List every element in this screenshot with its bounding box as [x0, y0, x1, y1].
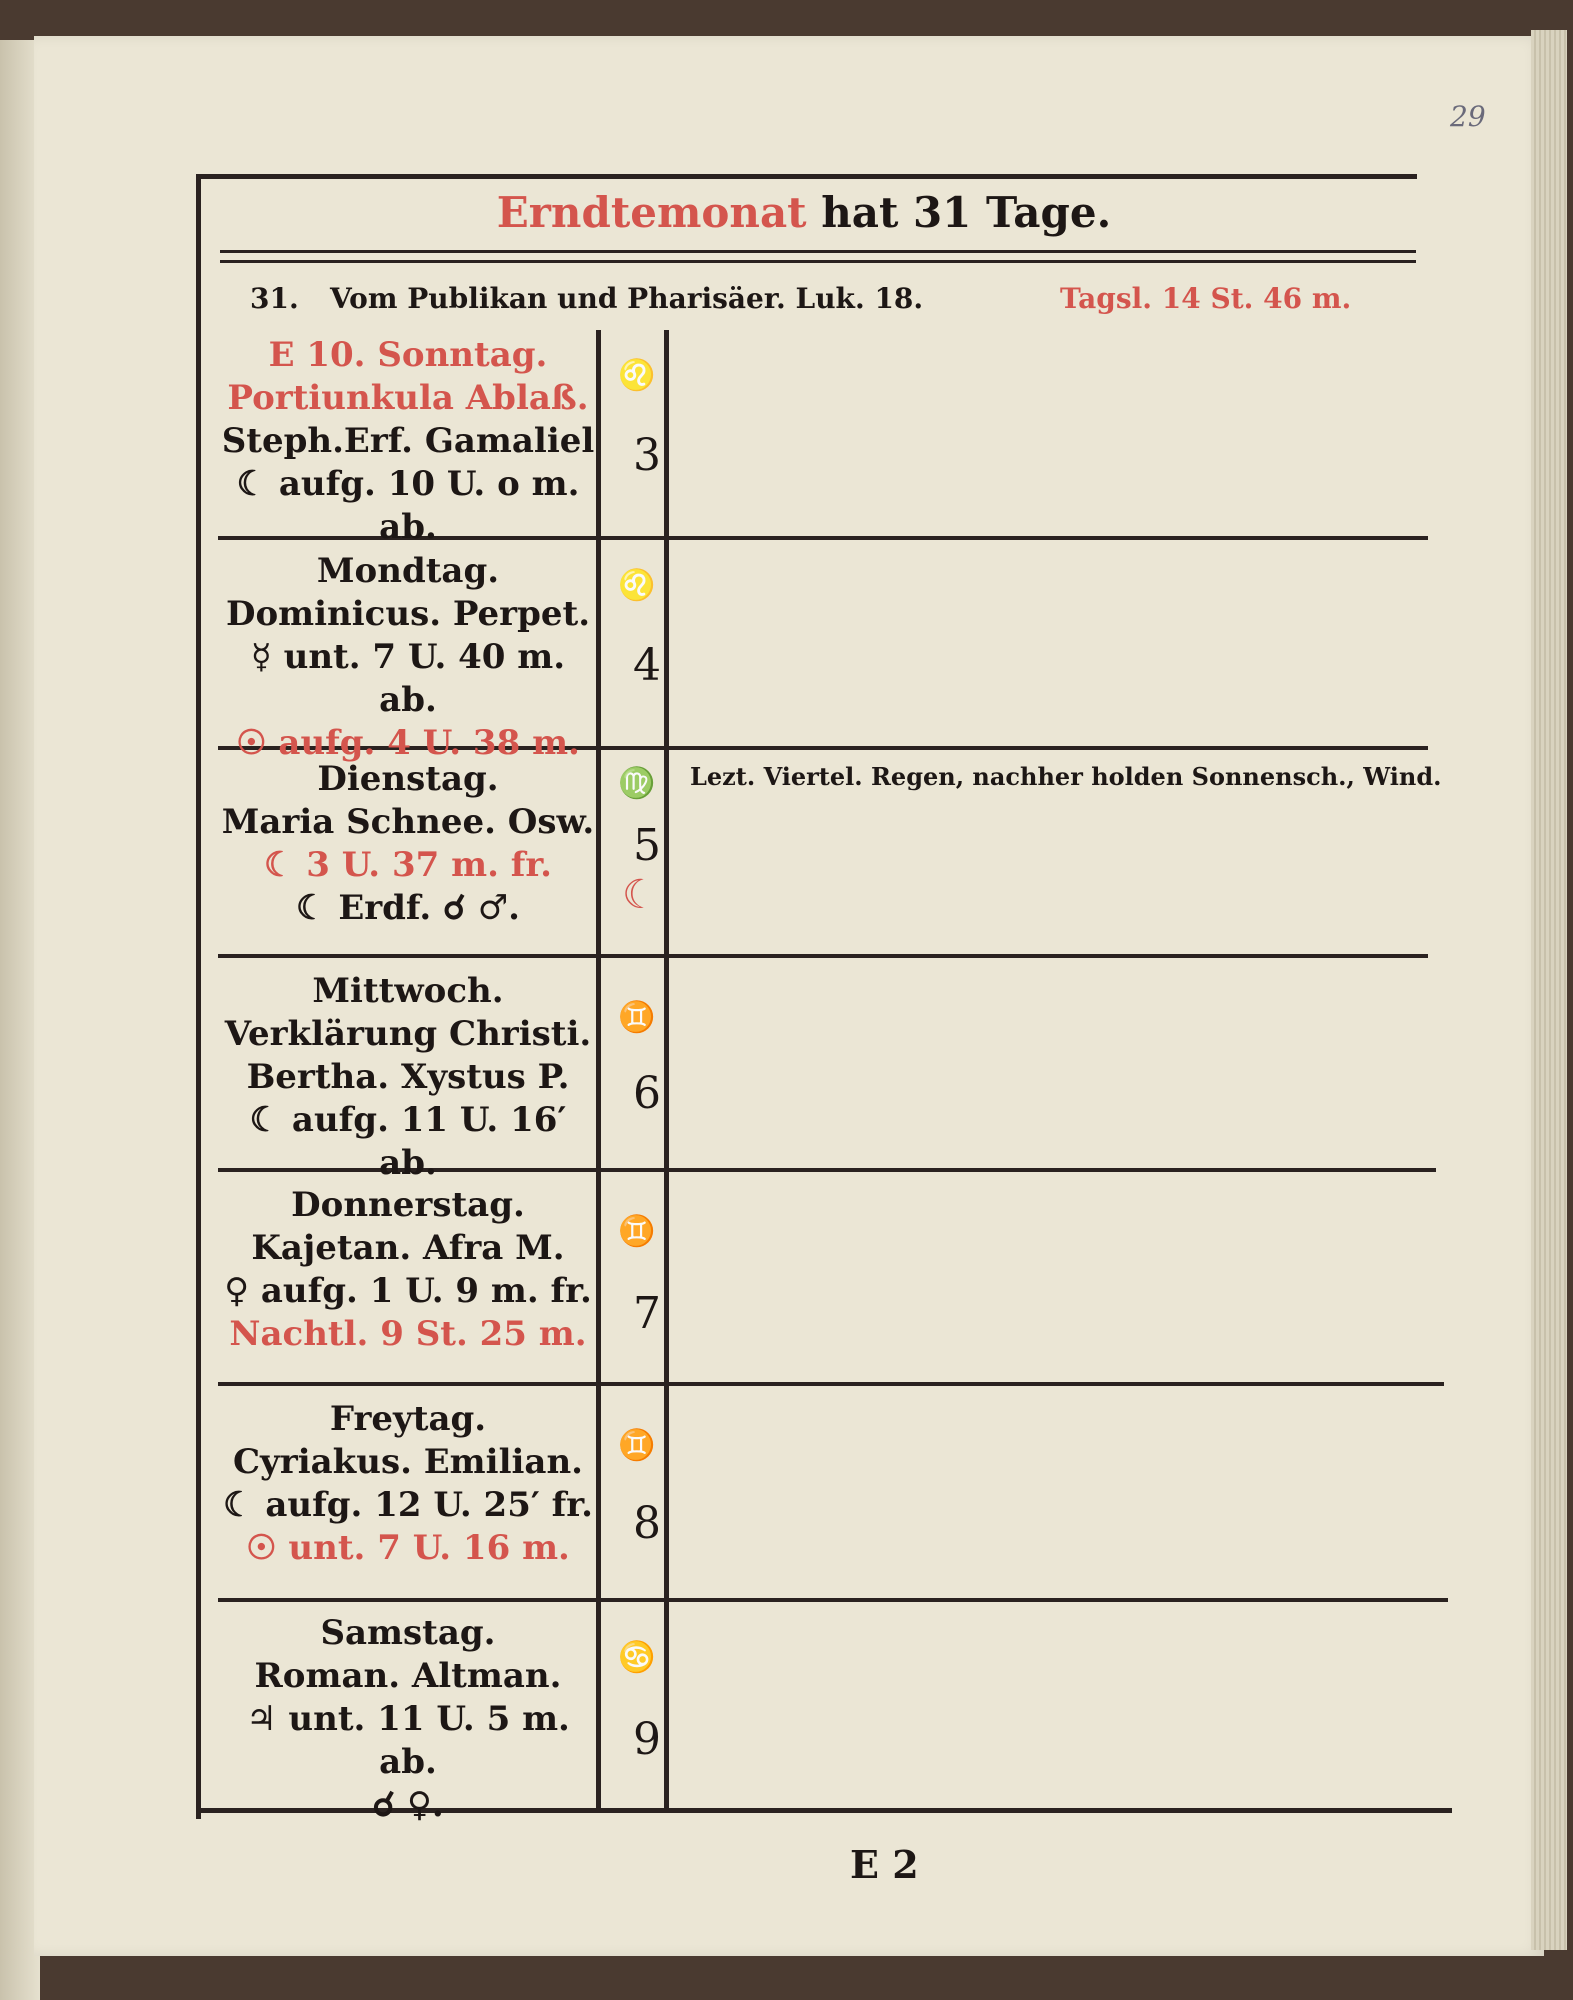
row-rule-3 [218, 954, 1428, 958]
row-rule-5 [218, 1382, 1444, 1386]
day-line: ☾ aufg. 12 U. 25′ fr. [223, 1485, 593, 1525]
day-line: ☾ 3 U. 37 m. fr. [263, 845, 553, 885]
day-line: ☾ aufg. 10 U. o m. ab. [236, 464, 580, 547]
handwritten-page-number: 29 [1450, 100, 1486, 133]
day-date: 4 [633, 640, 661, 691]
day-line: ♀ aufg. 1 U. 9 m. fr. [224, 1271, 592, 1311]
day-date: 7 [633, 1288, 661, 1339]
day-line: ☾ Erdf. ☌ ♂. [296, 888, 520, 928]
day-entry [218, 550, 598, 765]
day-line: Verklärung Christi. [224, 1014, 592, 1054]
day-line: Steph.Erf. Gamaliel [221, 421, 595, 461]
day-line: ☌ ♀. [372, 1785, 444, 1825]
day-line: Cyriakus. Emilian. [233, 1442, 583, 1482]
zodiac-icon: ♋ [618, 1640, 656, 1675]
day-line: Nachtl. 9 St. 25 m. [229, 1314, 587, 1354]
day-line: E 10. Sonntag. [268, 335, 548, 375]
zodiac-icon: ♊ [618, 1000, 656, 1035]
month-title [196, 188, 1412, 237]
zodiac-icon: ♊ [618, 1214, 656, 1249]
day-line: Portiunkula Ablaß. [227, 378, 589, 418]
day-date: 5 [633, 820, 661, 871]
day-line: Dominicus. Perpet. [225, 594, 591, 634]
day-line: Freytag. [329, 1399, 487, 1439]
day-entry [218, 758, 598, 930]
zodiac-icon: ♌ [618, 568, 656, 603]
top-rule [196, 174, 1416, 179]
month-name: Erndtemonat [496, 188, 807, 237]
day-length: Tagsl. 14 St. 46 m. [1060, 282, 1352, 315]
weather-note: Lezt. Viertel. Regen, nachher holden Sonnensch., Wind. [690, 762, 1442, 791]
page-stack-edge [1531, 30, 1567, 1950]
day-line: Mittwoch. [312, 971, 504, 1011]
day-line: ☉ unt. 7 U. 16 m. [246, 1528, 570, 1568]
day-date: 9 [633, 1714, 661, 1765]
day-line: Maria Schnee. Osw. [221, 802, 595, 842]
day-line: ♃ unt. 11 U. 5 m. ab. [246, 1699, 570, 1782]
day-line: Donnerstag. [291, 1185, 525, 1225]
day-entry [218, 970, 598, 1185]
month-title-rest: hat 31 Tage. [821, 188, 1112, 237]
zodiac-icon: ♍ [618, 766, 656, 801]
day-entry [218, 1612, 598, 1827]
day-line: Samstag. [320, 1613, 496, 1653]
day-date: 6 [633, 1068, 661, 1119]
day-line: Roman. Altman. [254, 1656, 562, 1696]
day-date: 8 [633, 1498, 661, 1549]
day-date: 3 [633, 430, 661, 481]
day-line: Bertha. Xystus P. [246, 1057, 570, 1097]
moon-phase-icon: ☾ [622, 872, 658, 918]
day-entry [218, 1398, 598, 1570]
day-entry [218, 1184, 598, 1356]
signature-mark: E 2 [850, 1842, 919, 1887]
zodiac-icon: ♊ [618, 1428, 656, 1463]
day-entry [218, 334, 598, 549]
day-line: Mondtag. [316, 551, 500, 591]
week-number: 31. [250, 282, 299, 315]
title-rule-2 [220, 260, 1416, 263]
day-line: ☉ aufg. 4 U. 38 m. [236, 723, 580, 763]
day-line: Kajetan. Afra M. [251, 1228, 565, 1268]
zodiac-icon: ♌ [618, 358, 656, 393]
day-line: ☾ aufg. 11 U. 16′ ab. [249, 1100, 567, 1183]
day-line: ☿ unt. 7 U. 40 m. ab. [250, 637, 566, 720]
day-line: Dienstag. [317, 759, 499, 799]
title-rule [220, 250, 1416, 253]
gospel-reading: Vom Publikan und Pharisäer. Luk. 18. [330, 282, 924, 315]
row-rule-6 [218, 1598, 1448, 1602]
